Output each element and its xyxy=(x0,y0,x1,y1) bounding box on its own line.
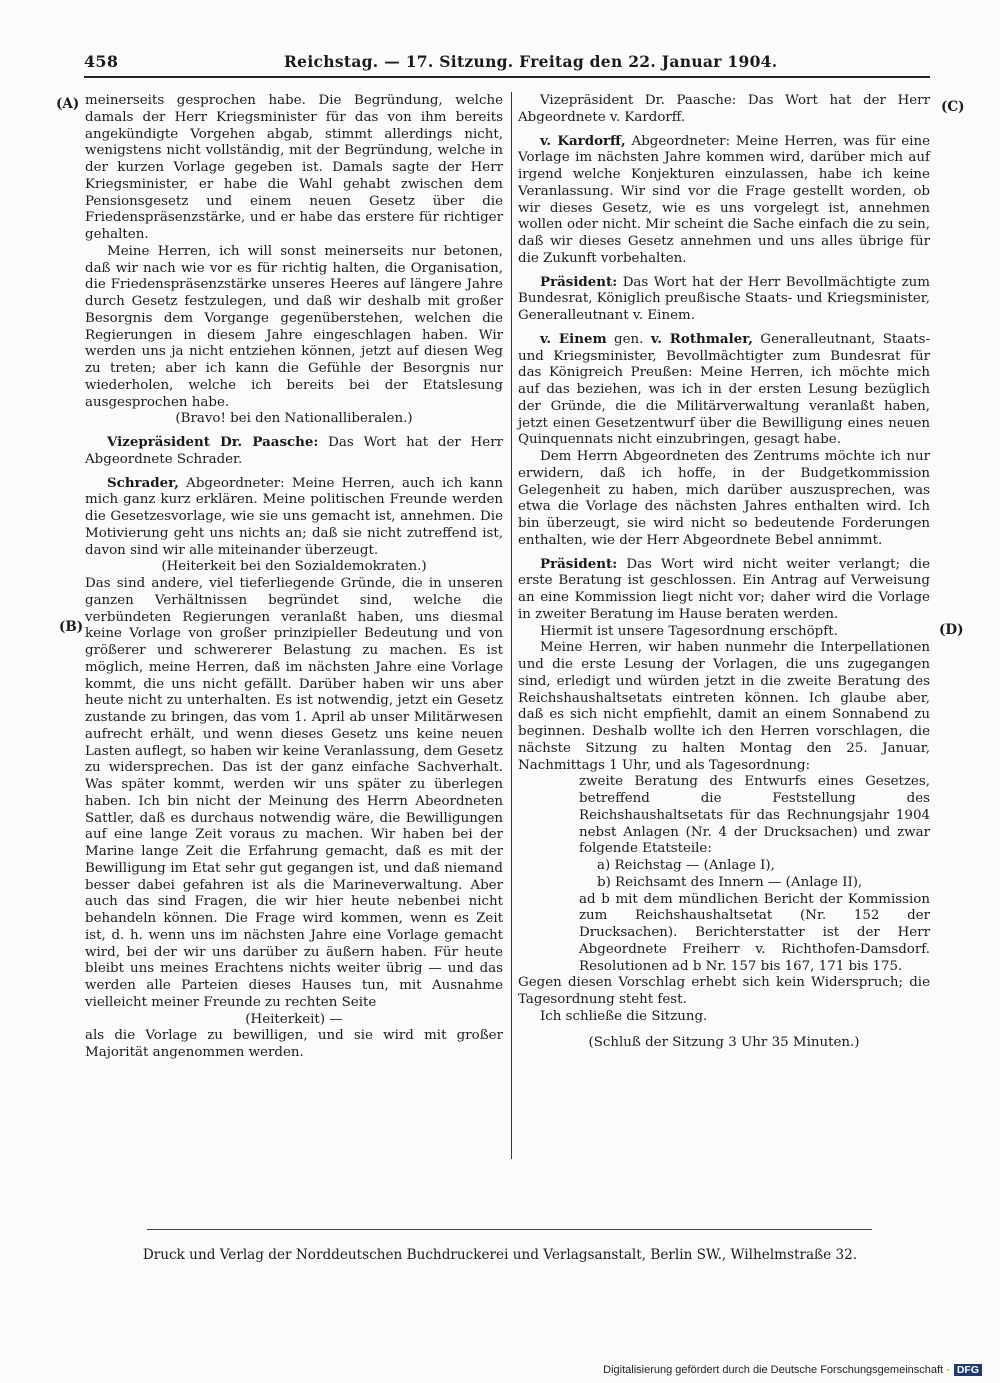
speech-text: Abgeordneter: Meine Herren, auch ich kann mich ganz kurz erklären. Meine politischen Freunde werden die Gesetzesvorlage, wie sie uns gemacht ist, annehmen. Die Motivierung geht uns nichts an; daß sie nicht zutreffend ist, davon sind wir alle miteinander überzeugt. xyxy=(85,475,503,558)
margin-marker-b: (B) xyxy=(59,619,84,635)
speaker-paragraph xyxy=(518,556,930,624)
funding-note xyxy=(603,1364,982,1376)
margin-marker-c: (C) xyxy=(941,99,965,115)
interjection: (Heiterkeit bei den Sozialdemokraten.) xyxy=(161,559,427,575)
speaker-paragraph xyxy=(518,274,930,325)
paragraph: Das sind andere, viel tieferliegende Gründe, die in unseren ganzen Verhältnissen begründet sind, welche die verbündeten Regierungen veranlaßt haben, uns diesmal keine Vorlage von großer prinzipieller Bedeutung und von größerer und schwererer Belastung zu machen. Es ist möglich, meine Herren, daß im nächsten Jahre eine Vorlage kommt, die uns nicht gefällt. Darüber haben wir uns aber heute nicht zu unterhalten. Es ist notwendig, jetzt ein Gesetz zustande zu bringen, das vom 1. April ab unser Militärwesen aufrecht erhält, und wenn dieses Gesetz uns keine neuen Lasten auflegt, so haben wir keine Veranlassung, dem Gesetz zu widersprechen. Das ist der ganz einfache Sachverhalt. Was später kommt, werden wir uns später zu überlegen haben. Ich bin nicht der Meinung des Herrn Abeordneten Sattler, daß es durchaus notwendig wäre, die Bewilligungen auf eine lange Zeit voraus zu machen. Wir haben bei der Marine lange Zeit die Erfahrung gemacht, daß es mit der Bewilligung im Etat sehr gut gegangen ist, und daß niemand besser dabei gefahren ist als die Marineverwaltung. Aber auch das sind Fragen, die wir hier heute nebenbei nicht behandeln können. Die Frage wird kommen, wenn es Zeit ist, d. h. wenn uns im nächsten Jahre eine Vorlage gemacht wird, bei der wir uns darüber zu äußern haben. Für heute bleibt uns meines Erachtens nichts weiter übrig — und das werden alle Parteien dieses Hauses tun, mit Ausnahme vielleicht meiner Freunde zu rechten Seite xyxy=(85,576,503,1010)
speaker-paragraph xyxy=(85,475,503,560)
speech-text: Generalleutnant, Staats- und Kriegsminister, Bevollmächtigter zum Bundesrat für das Königreich Preußen: Meine Herren, ich möchte mich auf das beziehen, was ich in der ersten Lesung bezüglich der Gründe, die die Militärverwaltung veranlaßt haben, jetzt einen Gesetzentwurf über die Bewilligung eines neuen Quinquennats nicht einzubringen, gesagt habe. xyxy=(518,331,931,448)
margin-marker-a: (A) xyxy=(56,96,80,112)
speech-text: Abgeordneter: Meine Herren, was für eine Vorlage im nächsten Jahre kommen wird, darüber mich auf irgend welche Konjekturen einzulassen, habe ich keine Veranlassung. Wir sind vor die Frage gestellt worden, ob wir dieses Gesetz, wie es uns vorgelegt ist, annehmen wollen oder nicht. Mir scheint die Sache einfach die zu sein, daß wir dieses Gesetz annehmen und uns alles übrige für die Zukunft vorbehalten. xyxy=(518,133,930,266)
speaker-name: Vizepräsident Dr. Paasche: xyxy=(107,434,319,450)
speech-text: Das Wort hat der Herr Abgeordnete Schrader. xyxy=(85,435,503,467)
agenda-subitem: a) Reichstag — (Anlage I), xyxy=(597,858,775,873)
agenda-subitem: b) Reichsamt des Innern — (Anlage II), xyxy=(597,874,863,890)
imprint-footer: Druck und Verlag der Norddeutschen Buchdruckerei und Verlagsanstalt, Berlin SW., Wilhelmstraße 32. xyxy=(142,1247,858,1263)
paragraph: meinerseits gesprochen habe. Die Begründung, welche damals der Herr Kriegsminister für das von ihm bereits angekündigte Vorgehen abgab, stimmt allerdings nicht, wenigstens nicht vollständig, mit der Begründung, welche in der kurzen Vorlage gegeben ist. Damals sagte der Herr Kriegsminister, er habe die Wahl gehabt zwischen dem Pensionsgesetz und einem neuen Gesetz über die Friedenspräsenzstärke, und er habe das erstere für richtiger gehalten. xyxy=(85,93,503,242)
paragraph: Meine Herren, ich will sonst meinerseits nur betonen, daß wir nach wie vor es für richtig halten, die Organisation, die Friedenspräsenzstärke unseres Heeres auf längere Jahre durch Gesetz festzulegen, und daß wir deshalb mit großer Besorgnis dem Vorgange gegenüberstehen, welchen die Regierungen in diesem Jahre eingeschlagen haben. Wir werden uns ja nicht entziehen können, jetzt auf diesen Weg zu treten; aber ich kann die Gefühle der Besorgnis nur wiederholen, welche ich bereits bei der Etatslesung ausgesprochen habe. xyxy=(85,243,503,410)
speech-text: Das Wort hat der Herr Bevollmächtigte zum Bundesrat, Königlich preußische Staats- und Kriegsminister, Generalleutnant v. Einem. xyxy=(518,274,930,323)
paragraph: Meine Herren, wir haben nunmehr die Interpellationen und die erste Lesung der Vorlagen, die uns zugegangen sind, erledigt und würden jetzt in die zweite Beratung des Reichshaushaltsetats eintreten können. Ich glaube aber, daß es sich nicht empfiehlt, damit an einem Sonnabend zu beginnen. Deshalb wollte ich den Herren vorschlagen, die nächste Sitzung zu halten Montag den 25. Januar, Nachmittags 1 Uhr, und als Tagesordnung: xyxy=(518,640,930,773)
column-divider xyxy=(511,92,512,1159)
left-column xyxy=(85,93,503,1062)
speaker-paragraph xyxy=(85,434,503,469)
speaker-name: Präsident: xyxy=(540,273,618,290)
speaker-paragraph xyxy=(518,133,930,268)
agenda-block xyxy=(579,774,930,975)
dfg-logo: DFG xyxy=(954,1364,982,1376)
speaker-paragraph xyxy=(518,93,930,127)
speaker-name: Vizepräsident Dr. Paasche: xyxy=(540,93,737,108)
speaker-name: Präsident: xyxy=(540,555,618,572)
speaker-name-2: v. Rothmaler, xyxy=(650,330,753,347)
page-number: 458 xyxy=(84,52,119,71)
page-title: Reichstag. — 17. Sitzung. Freitag den 22. Januar 1904. xyxy=(284,52,778,71)
footer-rule xyxy=(147,1229,872,1230)
header-rule xyxy=(84,76,930,78)
speaker-name: Schrader, xyxy=(107,474,179,491)
paragraph: Dem Herrn Abgeordneten des Zentrums möchte ich nur erwidern, daß ich hoffe, in der Budgetkommission Gelegenheit zu haben, mich darüber auszusprechen, was etwa die Vorlage des nächsten Jahres enthalten wird. Ich bin überzeugt, sie wird nicht so bedeutende Forderungen enthalten, wie der Herr Abgeordnete Bebel annimmt. xyxy=(518,449,930,548)
right-column xyxy=(518,93,930,1051)
agenda-item: zweite Beratung des Entwurfs eines Gesetzes, betreffend die Feststellung des Reichshaushaltsetats für das Rechnungsjahr 1904 nebst Anlagen (Nr. 4 der Drucksachen) und zwar folgende Etatsteile: xyxy=(579,774,930,857)
interjection: (Bravo! bei den Nationalliberalen.) xyxy=(175,411,413,427)
paragraph: Ich schließe die Sitzung. xyxy=(540,1008,708,1024)
agenda-note: ad b mit dem mündlichen Bericht der Kommission zum Reichshaushaltsetat (Nr. 152 der Drucksachen). Berichterstatter ist der Herr Abgeordnete Freiherr v. Richthofen-Damsdorf. Resolutionen ad b Nr. 157 bis 167, 171 bis 175. xyxy=(579,891,930,974)
speaker-connector: gen. xyxy=(606,331,651,347)
speech-text: Das Wort hat der Herr Abgeordnete v. Kardorff. xyxy=(518,93,930,125)
paragraph: als die Vorlage zu bewilligen, und sie wird mit großer Majorität angenommen werden. xyxy=(85,1028,503,1060)
session-close: (Schluß der Sitzung 3 Uhr 35 Minuten.) xyxy=(588,1034,860,1050)
paragraph: Gegen diesen Vorschlag erhebt sich kein Widerspruch; die Tagesordnung steht fest. xyxy=(518,975,930,1007)
interjection: (Heiterkeit) — xyxy=(245,1011,343,1027)
speaker-name: v. Einem xyxy=(540,330,607,347)
funding-text: Digitalisierung gefördert durch die Deutsche Forschungsgemeinschaft · xyxy=(603,1364,950,1376)
speaker-name: v. Kardorff, xyxy=(540,132,626,149)
page-header xyxy=(84,49,930,75)
speaker-paragraph xyxy=(518,331,930,449)
speech-text: Das Wort wird nicht weiter verlangt; die erste Beratung ist geschlossen. Ein Antrag auf Verweisung an eine Kommission liegt nicht vor; daher wird die Vorlage in zweiter Beratung im Hause beraten werden. xyxy=(518,556,930,622)
margin-marker-d: (D) xyxy=(939,622,964,638)
paragraph: Hiermit ist unsere Tagesordnung erschöpft. xyxy=(540,623,838,639)
